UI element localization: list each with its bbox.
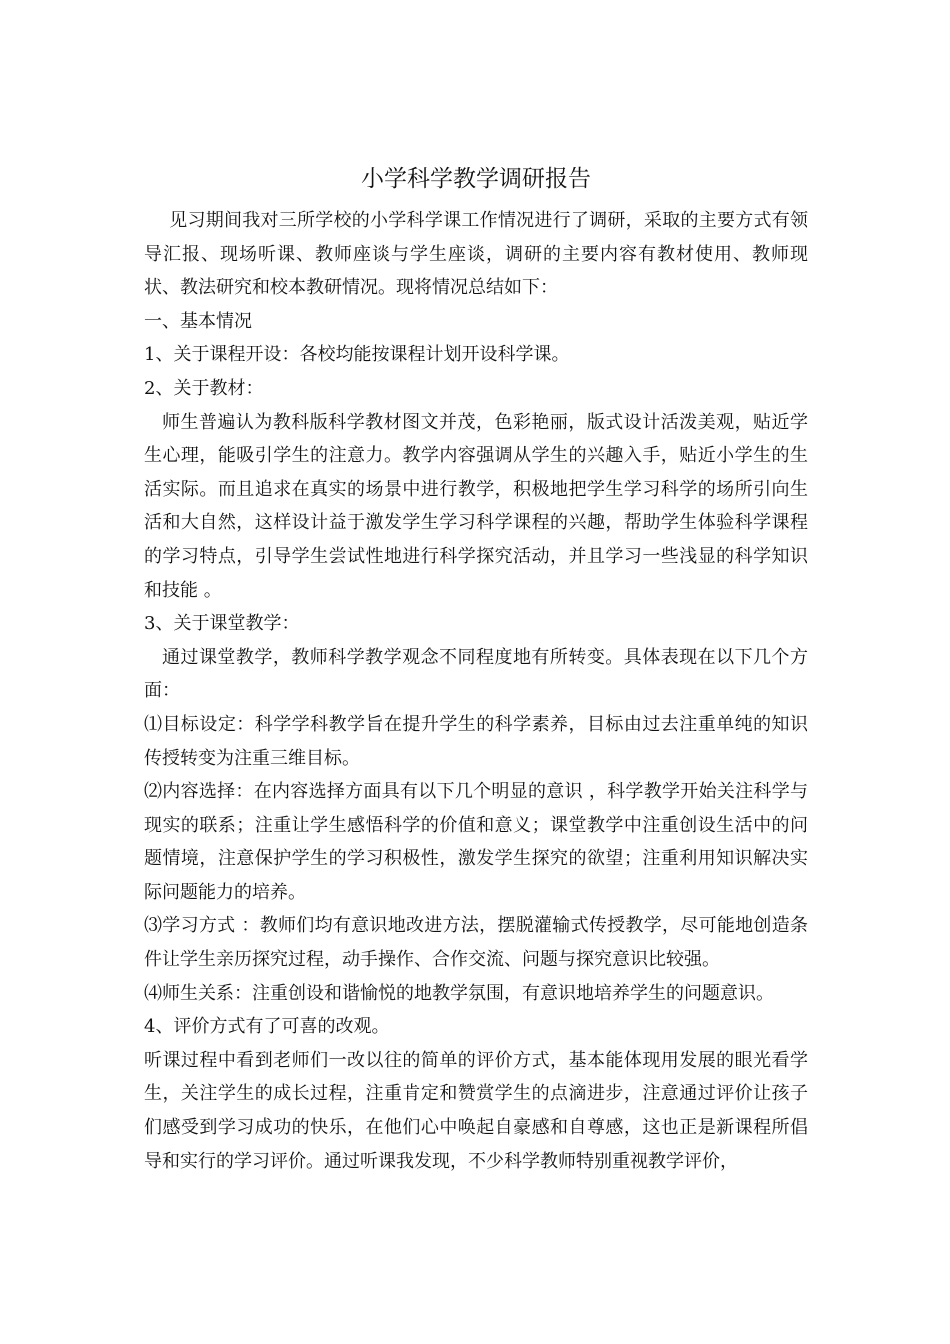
point-goal-setting: ⑴目标设定：科学学科教学旨在提升学生的科学素养，目标由过去注重单纯的知识传授转变为注重三维目标。 <box>144 713 808 769</box>
section-heading-basic: 一、基本情况 <box>144 310 252 332</box>
classroom-paragraph: 通过课堂教学，教师科学教学观念不同程度地有所转变。具体表现在以下几个方面： <box>144 646 808 702</box>
point-teacher-student: ⑷师生关系：注重创设和谐愉悦的地教学氛围，有意识地培养学生的问题意识。 <box>144 982 774 1004</box>
point-learning-style: ⑶学习方式 ：教师们均有意识地改进方法，摆脱灌输式传授教学，尽可能地创造条件让学生亲历探究过程，动手操作、合作交流、问题与探究意识比较强。 <box>144 915 808 971</box>
item-textbook-heading: 2、关于教材： <box>144 377 264 399</box>
document-body <box>144 204 808 1178</box>
point-content-selection: ⑵内容选择：在内容选择方面具有以下几个明显的意识 ，科学教学开始关注科学与现实的联系；注重让学生感悟科学的价值和意义；课堂教学中注重创设生活中的问题情境，注意保护学生的学习积极性，激发学生探究的欲望；注重利用知识解决实际问题能力的培养。 <box>144 781 808 903</box>
textbook-paragraph: 师生普遍认为教科版科学教材图文并茂，色彩艳丽，版式设计活泼美观，贴近学生心理，能吸引学生的注意力。教学内容强调从学生的兴趣入手，贴近小学生的生活实际。而且追求在真实的场景中进行教学，积极地把学生学习科学的场所引向生活和大自然，这样设计益于激发学生学习科学课程的兴趣，帮助学生体验科学课程的学习特点，引导学生尝试性地进行科学探究活动，并且学习一些浅显的科学知识和技能 。 <box>144 411 808 601</box>
intro-paragraph: 见习期间我对三所学校的小学科学课工作情况进行了调研，采取的主要方式有领导汇报、现场听课、教师座谈与学生座谈，调研的主要内容有教材使用、教师现状、教法研究和校本教研情况。现将情况总结如下： <box>144 210 808 299</box>
item-classroom-heading: 3、关于课堂教学： <box>144 613 300 635</box>
item-course-setup: 1、关于课程开设：各校均能按课程计划开设科学课。 <box>144 344 570 366</box>
document-title: 小学科学教学调研报告 <box>361 166 591 192</box>
item-evaluation-heading: 4、评价方式有了可喜的改观。 <box>144 1016 390 1038</box>
evaluation-paragraph: 听课过程中看到老师们一改以往的简单的评价方式，基本能体现用发展的眼光看学生，关注学生的成长过程，注重肯定和赞赏学生的点滴进步，注意通过评价让孩子们感受到学习成功的快乐，在他们心中唤起自豪感和自尊感，这也正是新课程所倡导和实行的学习评价。通过听课我发现，不少科学教师特别重视教学评价， <box>144 1049 808 1172</box>
